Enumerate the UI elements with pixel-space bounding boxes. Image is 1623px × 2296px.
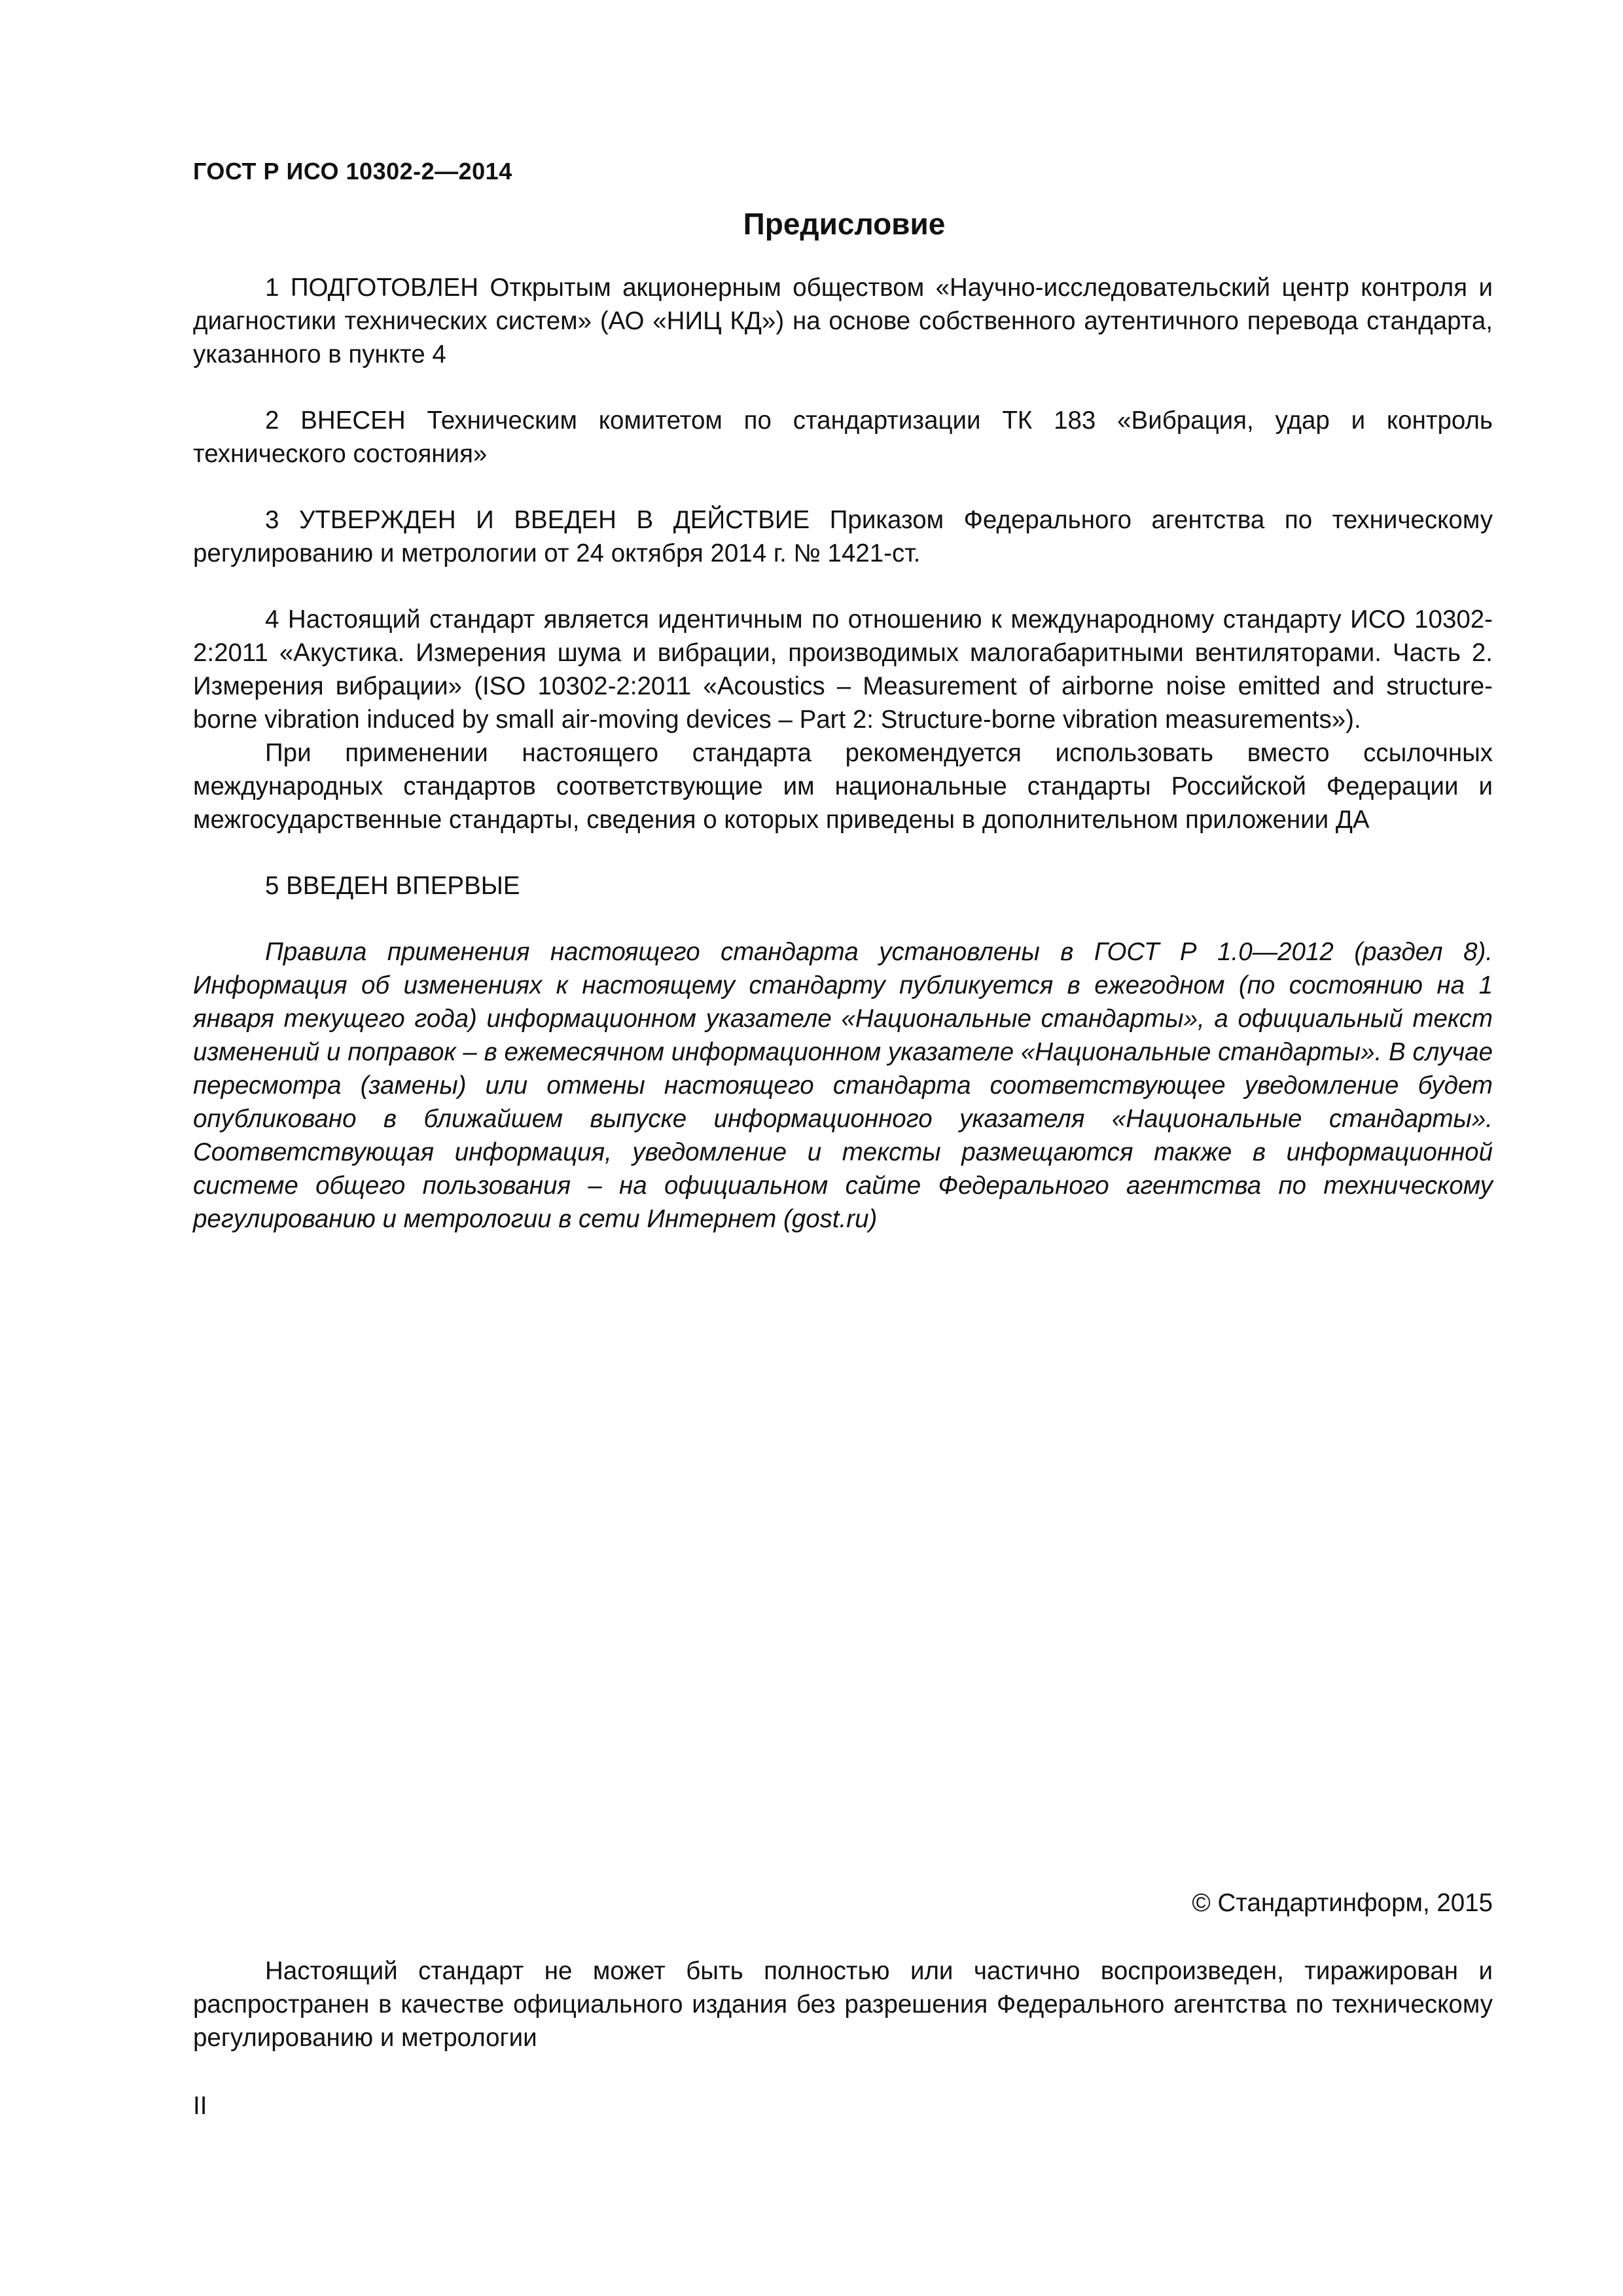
copyright-line: © Стандартинформ, 2015: [1192, 1889, 1493, 1917]
paragraph-identical-standard: 4 Настоящий стандарт является идентичным по отношению к международному стандарту ИСО 10302-2:2011 «Акустика. Измерения шума и вибрации, производимых малогабаритными вентиляторами. Часть 2. Измерения вибрации» (ISO 10302-2:2011 «Acoustics – Measurement of airborne noise emitted and structure-borne vibration induced by small air-moving devices – Part 2: Structure-borne vibration measurements»).: [193, 605, 1493, 734]
paragraph-prepared-by: 1 ПОДГОТОВЛЕН Открытым акционерным обществом «Научно-исследовательский центр контроля и диагностики технических систем» (АО «НИЦ КД») на основе собственного аутентичного перевода стандарта, указанного в пункте 4: [193, 274, 1493, 368]
foreword-body: [193, 271, 1493, 1236]
page-title: Предисловие: [743, 207, 946, 241]
paragraph-introduced-first: 5 ВВЕДЕН ВПЕРВЫЕ: [265, 872, 520, 900]
page-number: II: [193, 2092, 207, 2120]
document-code-header: ГОСТ Р ИСО 10302-2—2014: [193, 158, 512, 185]
paragraph-approved: 3 УТВЕРЖДЕН И ВВЕДЕН В ДЕЙСТВИЕ Приказом Федерального агентства по техническому регулированию и метрологии от 24 октября 2014 г. № 1421-ст.: [193, 506, 1493, 567]
reproduction-notice: Настоящий стандарт не может быть полностью или частично воспроизведен, тиражирован и распространен в качестве официального издания без разрешения Федерального агентства по техническому регулированию и метрологии: [193, 1957, 1493, 2052]
paragraph-application-rules: Правила применения настоящего стандарта установлены в ГОСТ Р 1.0—2012 (раздел 8). Информация об изменениях к настоящему стандарту публикуется в ежегодном (по состоянию на 1 января текущего года) информационном указателе «Национальные стандарты», а официальный текст изменений и поправок – в ежемесячном информационном указателе «Национальные стандарты». В случае пересмотра (замены) или отмены настоящего стандарта соответствующее уведомление будет опубликовано в ближайшем выпуске информационного указателя «Национальные стандарты». Соответствующая информация, уведомление и тексты размещаются также в информационной системе общего пользования – на официальном сайте Федерального агентства по техническому регулированию и метрологии в сети Интернет (gost.ru): [193, 938, 1493, 1233]
paragraph-introduced-by: 2 ВНЕСЕН Техническим комитетом по стандартизации ТК 183 «Вибрация, удар и контроль технического состояния»: [193, 406, 1493, 468]
paragraph-references-note: При применении настоящего стандарта рекомендуется использовать вместо ссылочных международных стандартов соответствующие им национальные стандарты Российской Федерации и межгосударственные стандарты, сведения о которых приведены в дополнительном приложении ДА: [193, 739, 1493, 834]
